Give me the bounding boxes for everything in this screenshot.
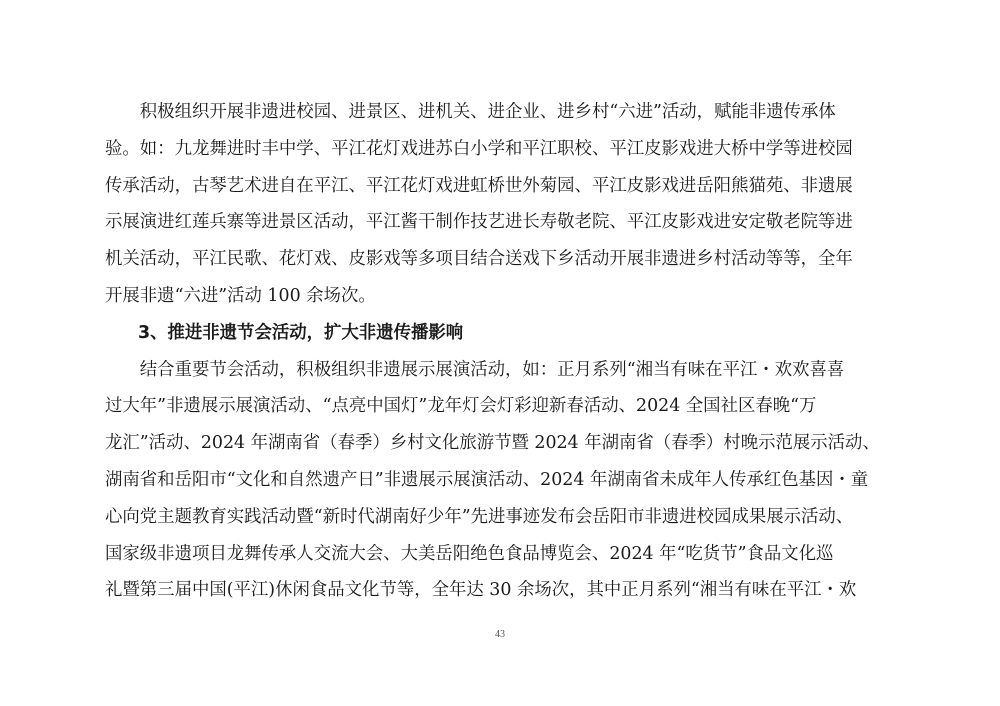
paragraph-line: 示展演进红莲兵寨等进景区活动，平江酱干制作技艺进长寿敬老院、平江皮影戏进安定敬老院等进 bbox=[105, 212, 853, 233]
paragraph-line: 礼暨第三届中国(平江)休闲食品文化节等，全年达 30 余场次，其中正月系列“湘当有味在平江・欢 bbox=[105, 580, 857, 601]
paragraph-line: 验。如：九龙舞进时丰中学、平江花灯戏进苏白小学和平江职校、平江皮影戏进大桥中学等进校园 bbox=[105, 138, 853, 159]
paragraph-line: 传承活动，古琴艺术进自在平江、平江花灯戏进虹桥世外菊园、平江皮影戏进岳阳熊猫苑、非遗展 bbox=[105, 175, 853, 196]
paragraph-line: 开展非遗“六进”活动 100 余场次。 bbox=[105, 285, 376, 306]
paragraph-line: 龙汇”活动、2024 年湖南省（春季）乡村文化旅游节暨 2024 年湖南省（春季）村晚示范展示活动、 bbox=[105, 433, 880, 454]
document-body bbox=[105, 94, 903, 609]
paragraph-line: 积极组织开展非遗进校园、进景区、进机关、进企业、进乡村“六进”活动，赋能非遗传承体 bbox=[105, 102, 836, 122]
paragraph-line: 机关活动，平江民歌、花灯戏、皮影戏等多项目结合送戏下乡活动开展非遗进乡村活动等等，全年 bbox=[105, 249, 853, 270]
paragraph-line: 国家级非遗项目龙舞传承人交流大会、大美岳阳绝色食品博览会、2024 年“吃货节”食品文化巡 bbox=[105, 543, 834, 564]
paragraph-line: 心向党主题教育实践活动暨“新时代湖南好少年”先进事迹发布会岳阳市非遗进校园成果展示活动、 bbox=[105, 506, 854, 527]
page-number: 43 bbox=[495, 629, 505, 640]
paragraph-line: 过大年”非遗展示展演活动、“点亮中国灯”龙年灯会灯彩迎新春活动、2024 全国社区春晚“万 bbox=[105, 396, 817, 417]
paragraph-line: 结合重要节会活动，积极组织非遗展示展演活动，如：正月系列“湘当有味在平江・欢欢喜喜 bbox=[105, 359, 845, 380]
paragraph-line: 湖南省和岳阳市“文化和自然遗产日”非遗展示展演活动、2024 年湖南省未成年人传承红色基因・童 bbox=[105, 469, 869, 490]
section-heading: 3、推进非遗节会活动，扩大非遗传播影响 bbox=[138, 322, 464, 343]
